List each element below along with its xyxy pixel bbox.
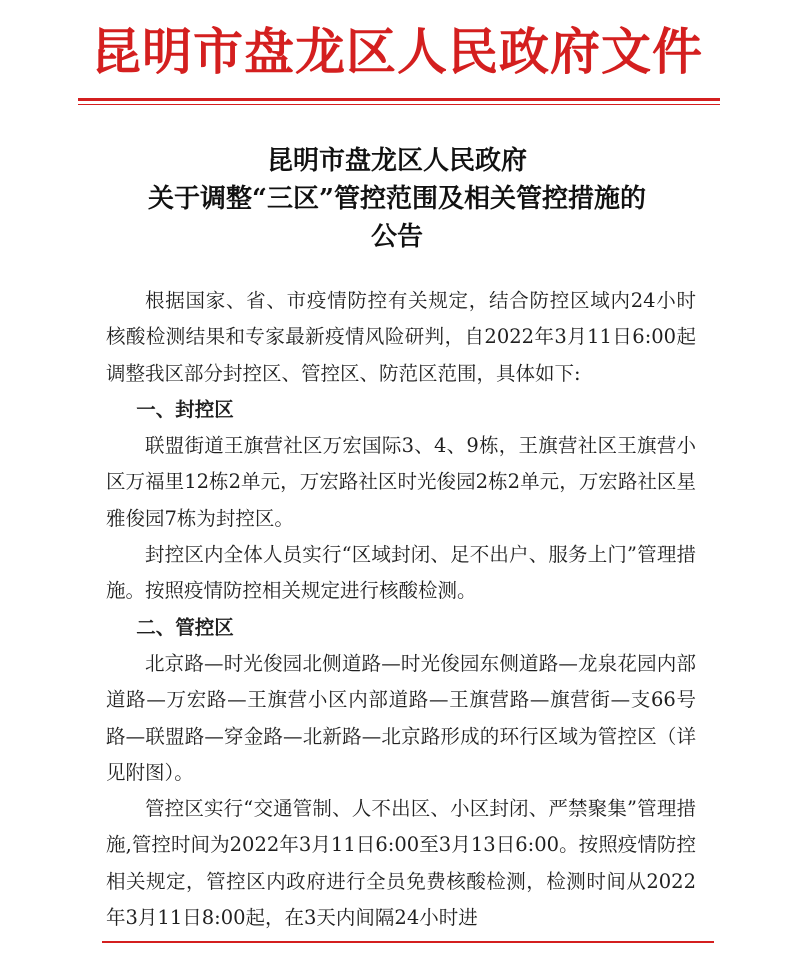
document-title-line-3: 公告 <box>370 222 423 252</box>
section-heading-control-zone: 二、管控区 <box>136 615 234 639</box>
control-zone-scope-paragraph: 北京路—时光俊园北侧道路—时光俊园东侧道路—龙泉花园内部道路—万宏路—王旗营小区内部道路—王旗营路—旗营街—支66号路—联盟路—穿金路—北新路—北京路形成的环行区域为管控区（详见附图）。 <box>106 651 696 784</box>
letterhead-red-rule-thin <box>78 104 720 105</box>
intro-paragraph: 根据国家、省、市疫情防控有关规定，结合防控区域内24小时核酸检测结果和专家最新疫情风险研判，自2022年3月11日6:00起调整我区部分封控区、管控区、防范区范围，具体如下: <box>106 289 696 385</box>
lockdown-zone-scope-paragraph: 联盟街道王旗营社区万宏国际3、4、9栋，王旗营社区王旗营小区万福里12栋2单元，万宏路社区时光俊园2栋2单元，万宏路社区星雅俊园7栋为封控区。 <box>106 434 696 530</box>
letterhead-title: 昆明市盘龙区人民政府文件 <box>91 22 703 81</box>
document-body <box>106 283 696 936</box>
document-title-line-1: 昆明市盘龙区人民政府 <box>266 146 527 176</box>
bottom-red-rule <box>102 941 714 943</box>
section-heading-lockdown-zone: 一、封控区 <box>136 397 234 421</box>
control-zone-measures-paragraph: 管控区实行“交通管制、人不出区、小区封闭、严禁聚集”管理措施,管控时间为2022年3月11日6:00至3月13日6:00。按照疫情防控相关规定，管控区内政府进行全员免费核酸检测，检测时间从2022年3月11日8:00起，在3天内间隔24小时进 <box>106 797 696 930</box>
document-title-line-2: 关于调整“三区”管控范围及相关管控措施的 <box>148 184 646 214</box>
letterhead-red-rule <box>78 98 720 101</box>
document-title <box>0 142 794 256</box>
lockdown-zone-measures-paragraph: 封控区内全体人员实行“区域封闭、足不出户、服务上门”管理措施。按照疫情防控相关规定进行核酸检测。 <box>106 543 696 603</box>
